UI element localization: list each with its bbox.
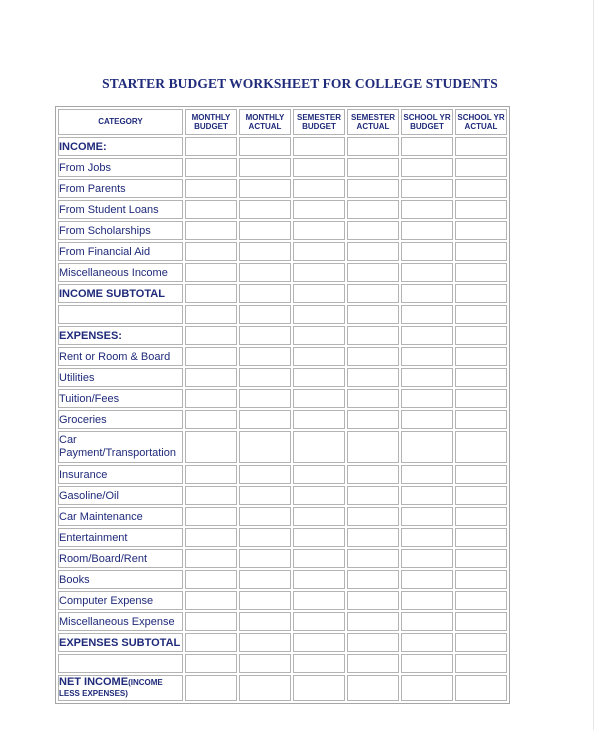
row-label-income-header: INCOME:	[58, 137, 183, 156]
amount-cell[interactable]	[185, 549, 237, 568]
amount-cell[interactable]	[293, 221, 345, 240]
amount-cell[interactable]	[239, 368, 291, 387]
amount-cell[interactable]	[293, 305, 345, 324]
amount-cell[interactable]	[401, 431, 453, 463]
header-row	[58, 109, 507, 135]
table-row	[58, 486, 507, 505]
amount-cell[interactable]	[401, 200, 453, 219]
amount-cell[interactable]	[185, 200, 237, 219]
amount-cell[interactable]	[347, 347, 399, 366]
amount-cell[interactable]	[185, 431, 237, 463]
amount-cell[interactable]	[401, 389, 453, 408]
amount-cell[interactable]	[401, 305, 453, 324]
table-row	[58, 528, 507, 547]
amount-cell[interactable]	[455, 570, 507, 589]
amount-cell[interactable]	[401, 326, 453, 345]
amount-cell[interactable]	[239, 465, 291, 484]
table-row	[58, 284, 507, 303]
amount-cell[interactable]	[455, 305, 507, 324]
amount-cell[interactable]	[455, 633, 507, 652]
amount-cell[interactable]	[455, 675, 507, 701]
amount-cell[interactable]	[293, 410, 345, 429]
amount-cell[interactable]	[347, 284, 399, 303]
amount-cell[interactable]	[239, 549, 291, 568]
row-label-from-parents: From Parents	[58, 179, 183, 198]
amount-cell[interactable]	[347, 158, 399, 177]
row-label-net-income: NET INCOME(INCOME LESS EXPENSES)	[58, 675, 183, 701]
amount-cell[interactable]	[401, 570, 453, 589]
amount-cell[interactable]	[239, 242, 291, 261]
amount-cell[interactable]	[455, 591, 507, 610]
row-label-car-payment: Car Payment/Transportation	[58, 431, 183, 463]
amount-cell[interactable]	[239, 389, 291, 408]
table-row	[58, 137, 507, 156]
amount-cell[interactable]	[347, 486, 399, 505]
budget-table-frame	[55, 106, 510, 704]
row-label-insurance: Insurance	[58, 465, 183, 484]
amount-cell[interactable]	[293, 633, 345, 652]
amount-cell[interactable]	[293, 284, 345, 303]
amount-cell[interactable]	[239, 347, 291, 366]
amount-cell[interactable]	[185, 242, 237, 261]
amount-cell[interactable]	[239, 486, 291, 505]
row-label-groceries: Groceries	[58, 410, 183, 429]
table-row	[58, 633, 507, 652]
amount-cell[interactable]	[347, 465, 399, 484]
amount-cell[interactable]	[185, 389, 237, 408]
amount-cell[interactable]	[347, 305, 399, 324]
amount-cell[interactable]	[185, 221, 237, 240]
amount-cell[interactable]	[293, 263, 345, 282]
row-label-from-financial-aid: From Financial Aid	[58, 242, 183, 261]
row-label-entertainment: Entertainment	[58, 528, 183, 547]
amount-cell[interactable]	[455, 137, 507, 156]
amount-cell[interactable]	[347, 263, 399, 282]
table-row	[58, 549, 507, 568]
amount-cell[interactable]	[401, 549, 453, 568]
amount-cell[interactable]	[455, 389, 507, 408]
amount-cell[interactable]	[293, 528, 345, 547]
amount-cell[interactable]	[401, 612, 453, 631]
amount-cell[interactable]	[293, 507, 345, 526]
amount-cell[interactable]	[347, 368, 399, 387]
amount-cell[interactable]	[239, 675, 291, 701]
amount-cell[interactable]	[347, 179, 399, 198]
amount-cell[interactable]	[239, 326, 291, 345]
amount-cell[interactable]	[239, 507, 291, 526]
amount-cell[interactable]	[185, 654, 237, 673]
amount-cell[interactable]	[239, 410, 291, 429]
amount-cell[interactable]	[455, 528, 507, 547]
table-row	[58, 431, 507, 463]
row-label-misc-income: Miscellaneous Income	[58, 263, 183, 282]
amount-cell[interactable]	[347, 633, 399, 652]
amount-cell[interactable]	[293, 591, 345, 610]
table-row	[58, 368, 507, 387]
amount-cell[interactable]	[401, 347, 453, 366]
amount-cell[interactable]	[455, 549, 507, 568]
amount-cell[interactable]	[185, 158, 237, 177]
amount-cell[interactable]	[401, 486, 453, 505]
amount-cell[interactable]	[401, 591, 453, 610]
table-row	[58, 326, 507, 345]
table-row	[58, 221, 507, 240]
page-title: STARTER BUDGET WORKSHEET FOR COLLEGE STUDENTS	[102, 76, 498, 91]
row-label-expenses-subtotal: EXPENSES SUBTOTAL	[58, 633, 183, 652]
amount-cell[interactable]	[347, 591, 399, 610]
table-row	[58, 675, 507, 701]
amount-cell[interactable]	[401, 465, 453, 484]
amount-cell[interactable]	[239, 158, 291, 177]
amount-cell[interactable]	[401, 263, 453, 282]
amount-cell[interactable]	[239, 137, 291, 156]
budget-table	[56, 107, 509, 703]
amount-cell[interactable]	[293, 675, 345, 701]
table-row	[58, 410, 507, 429]
amount-cell[interactable]	[185, 410, 237, 429]
amount-cell[interactable]	[347, 389, 399, 408]
amount-cell[interactable]	[455, 612, 507, 631]
row-label-utilities: Utilities	[58, 368, 183, 387]
amount-cell[interactable]	[401, 368, 453, 387]
amount-cell[interactable]	[455, 221, 507, 240]
row-label-tuition: Tuition/Fees	[58, 389, 183, 408]
amount-cell[interactable]	[455, 507, 507, 526]
amount-cell[interactable]	[185, 507, 237, 526]
amount-cell[interactable]	[293, 654, 345, 673]
row-label-rent: Rent or Room & Board	[58, 347, 183, 366]
amount-cell[interactable]	[185, 570, 237, 589]
amount-cell[interactable]	[347, 612, 399, 631]
amount-cell[interactable]	[293, 431, 345, 463]
amount-cell[interactable]	[293, 549, 345, 568]
amount-cell[interactable]	[293, 347, 345, 366]
row-label-gasoline: Gasoline/Oil	[58, 486, 183, 505]
amount-cell[interactable]	[239, 570, 291, 589]
table-row	[58, 179, 507, 198]
amount-cell[interactable]	[455, 654, 507, 673]
amount-cell[interactable]	[401, 675, 453, 701]
amount-cell[interactable]	[185, 179, 237, 198]
amount-cell[interactable]	[185, 137, 237, 156]
amount-cell[interactable]	[185, 263, 237, 282]
table-row	[58, 200, 507, 219]
amount-cell[interactable]	[455, 158, 507, 177]
amount-cell[interactable]	[347, 675, 399, 701]
table-row	[58, 263, 507, 282]
amount-cell[interactable]	[239, 591, 291, 610]
row-label-from-student-loans: From Student Loans	[58, 200, 183, 219]
row-label-from-jobs: From Jobs	[58, 158, 183, 177]
col-header-monthly-actual: MONTHLY ACTUAL	[239, 109, 291, 135]
amount-cell[interactable]	[239, 612, 291, 631]
amount-cell[interactable]	[455, 431, 507, 463]
amount-cell[interactable]	[239, 654, 291, 673]
row-label-car-maintenance: Car Maintenance	[58, 507, 183, 526]
amount-cell[interactable]	[185, 284, 237, 303]
amount-cell[interactable]	[293, 368, 345, 387]
table-row	[58, 612, 507, 631]
amount-cell[interactable]	[401, 242, 453, 261]
row-label-blank	[58, 654, 183, 673]
amount-cell[interactable]	[293, 389, 345, 408]
amount-cell[interactable]	[401, 284, 453, 303]
amount-cell[interactable]	[293, 465, 345, 484]
amount-cell[interactable]	[239, 431, 291, 463]
amount-cell[interactable]	[401, 654, 453, 673]
col-header-semester-actual: SEMESTER ACTUAL	[347, 109, 399, 135]
amount-cell[interactable]	[185, 591, 237, 610]
amount-cell[interactable]	[185, 633, 237, 652]
amount-cell[interactable]	[347, 431, 399, 463]
col-header-monthly-budget: MONTHLY BUDGET	[185, 109, 237, 135]
amount-cell[interactable]	[455, 284, 507, 303]
amount-cell[interactable]	[293, 486, 345, 505]
amount-cell[interactable]	[455, 326, 507, 345]
amount-cell[interactable]	[455, 486, 507, 505]
amount-cell[interactable]	[401, 528, 453, 547]
amount-cell[interactable]	[239, 305, 291, 324]
amount-cell[interactable]	[293, 200, 345, 219]
amount-cell[interactable]	[239, 284, 291, 303]
table-row	[58, 570, 507, 589]
amount-cell[interactable]	[185, 675, 237, 701]
row-label-expenses-header: EXPENSES:	[58, 326, 183, 345]
amount-cell[interactable]	[347, 137, 399, 156]
amount-cell[interactable]	[293, 179, 345, 198]
amount-cell[interactable]	[185, 612, 237, 631]
amount-cell[interactable]	[347, 549, 399, 568]
amount-cell[interactable]	[239, 633, 291, 652]
table-row-blank	[58, 654, 507, 673]
table-row	[58, 507, 507, 526]
amount-cell[interactable]	[239, 179, 291, 198]
amount-cell[interactable]	[401, 158, 453, 177]
col-header-schoolyr-budget: SCHOOL YR BUDGET	[401, 109, 453, 135]
table-row	[58, 591, 507, 610]
col-header-schoolyr-actual: SCHOOL YR ACTUAL	[455, 109, 507, 135]
amount-cell[interactable]	[347, 200, 399, 219]
row-label-income-subtotal: INCOME SUBTOTAL	[58, 284, 183, 303]
table-row	[58, 242, 507, 261]
amount-cell[interactable]	[293, 326, 345, 345]
amount-cell[interactable]	[185, 305, 237, 324]
amount-cell[interactable]	[293, 612, 345, 631]
amount-cell[interactable]	[185, 347, 237, 366]
table-row	[58, 347, 507, 366]
amount-cell[interactable]	[293, 137, 345, 156]
row-label-misc-expense: Miscellaneous Expense	[58, 612, 183, 631]
amount-cell[interactable]	[347, 654, 399, 673]
amount-cell[interactable]	[239, 528, 291, 547]
amount-cell[interactable]	[185, 465, 237, 484]
table-row	[58, 389, 507, 408]
amount-cell[interactable]	[347, 410, 399, 429]
amount-cell[interactable]	[293, 158, 345, 177]
amount-cell[interactable]	[293, 242, 345, 261]
amount-cell[interactable]	[185, 368, 237, 387]
row-label-room-board-rent: Room/Board/Rent	[58, 549, 183, 568]
row-label-from-scholarships: From Scholarships	[58, 221, 183, 240]
amount-cell[interactable]	[455, 263, 507, 282]
amount-cell[interactable]	[347, 326, 399, 345]
page-edge	[593, 0, 594, 730]
amount-cell[interactable]	[455, 200, 507, 219]
amount-cell[interactable]	[347, 528, 399, 547]
amount-cell[interactable]	[455, 242, 507, 261]
row-label-computer-expense: Computer Expense	[58, 591, 183, 610]
amount-cell[interactable]	[239, 221, 291, 240]
amount-cell[interactable]	[455, 347, 507, 366]
col-header-semester-budget: SEMESTER BUDGET	[293, 109, 345, 135]
amount-cell[interactable]	[401, 137, 453, 156]
amount-cell[interactable]	[455, 410, 507, 429]
amount-cell[interactable]	[185, 326, 237, 345]
amount-cell[interactable]	[401, 633, 453, 652]
table-row	[58, 465, 507, 484]
amount-cell[interactable]	[401, 221, 453, 240]
amount-cell[interactable]	[401, 507, 453, 526]
amount-cell[interactable]	[401, 410, 453, 429]
row-label-blank	[58, 305, 183, 324]
amount-cell[interactable]	[347, 570, 399, 589]
amount-cell[interactable]	[347, 221, 399, 240]
amount-cell[interactable]	[239, 200, 291, 219]
amount-cell[interactable]	[455, 465, 507, 484]
amount-cell[interactable]	[455, 179, 507, 198]
amount-cell[interactable]	[347, 507, 399, 526]
amount-cell[interactable]	[185, 486, 237, 505]
table-row	[58, 158, 507, 177]
amount-cell[interactable]	[239, 263, 291, 282]
table-row-blank	[58, 305, 507, 324]
amount-cell[interactable]	[185, 528, 237, 547]
amount-cell[interactable]	[347, 242, 399, 261]
col-header-category: CATEGORY	[58, 109, 183, 135]
amount-cell[interactable]	[401, 179, 453, 198]
row-label-books: Books	[58, 570, 183, 589]
amount-cell[interactable]	[455, 368, 507, 387]
amount-cell[interactable]	[293, 570, 345, 589]
